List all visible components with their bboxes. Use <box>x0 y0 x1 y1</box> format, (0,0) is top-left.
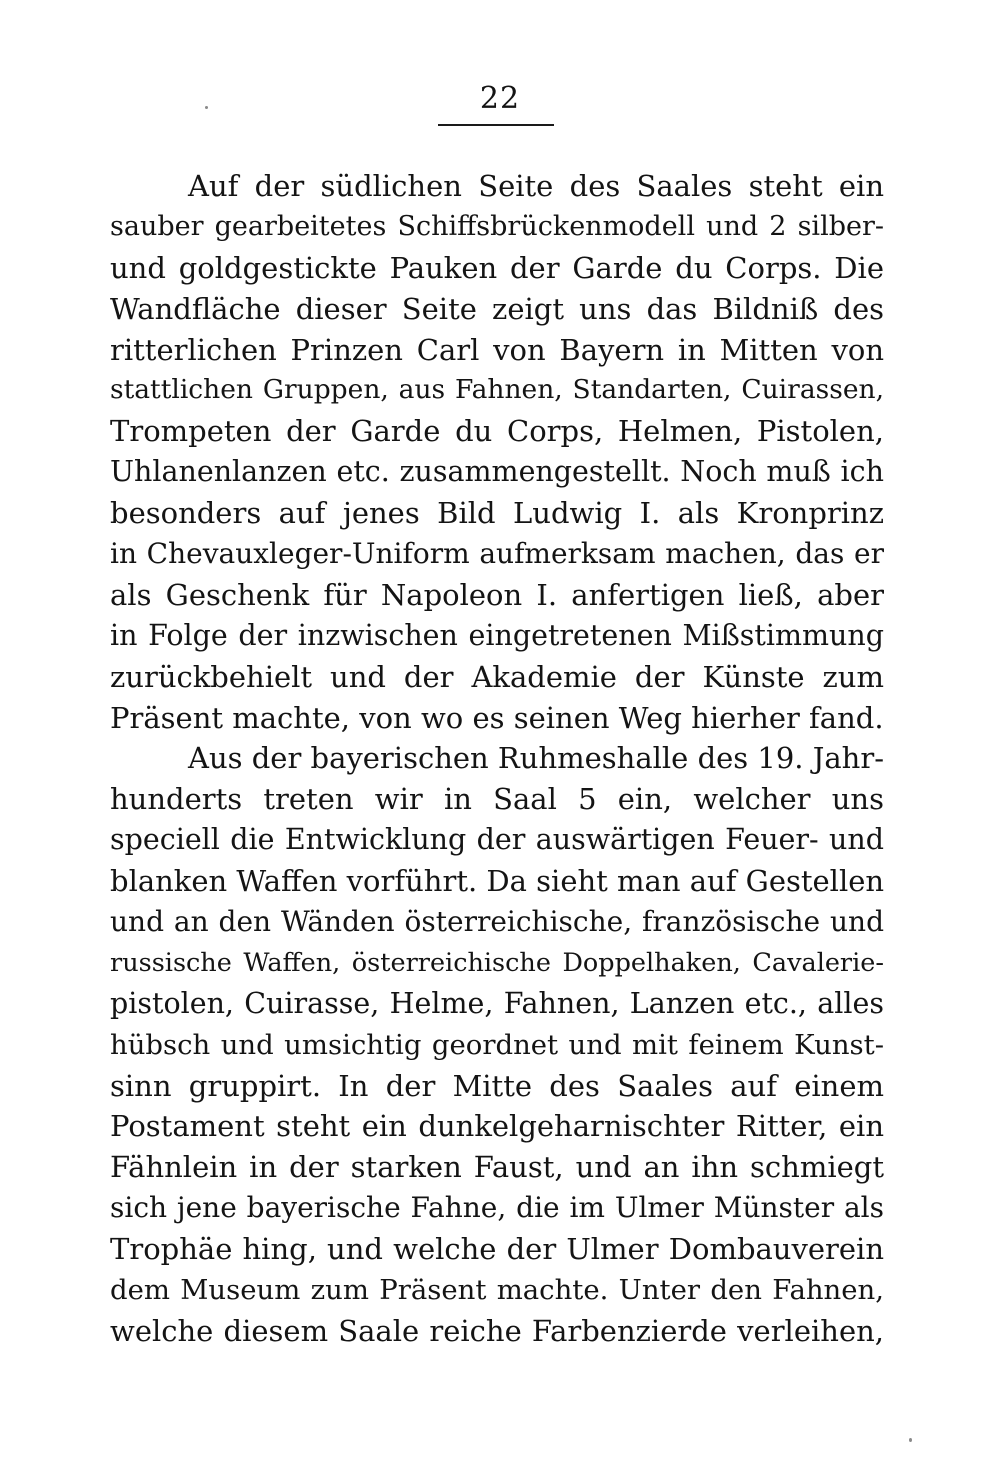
text-line: russische Waffen, österreichische Doppelhaken, Cavalerie- <box>110 947 884 978</box>
text-line: welche diesem Saale reiche Farbenzierde verleihen, <box>110 1313 884 1348</box>
header-rule <box>438 124 554 126</box>
text-line: Trophäe hing, und welche der Ulmer Dombauverein <box>110 1232 884 1267</box>
text-line: Auf der südlichen Seite des Saales steht ein <box>188 169 884 203</box>
text-line: Trompeten der Garde du Corps, Helmen, Pistolen, <box>110 414 884 449</box>
body-text <box>110 166 884 1352</box>
text-line: in Folge der inzwischen eingetretenen Mißstimmung <box>110 618 884 652</box>
text-line: Präsent machte, von wo es seinen Weg hierher fand. <box>110 700 884 735</box>
text-line: und goldgestickte Pauken der Garde du Corps. Die <box>110 250 884 285</box>
print-speck <box>909 1438 912 1442</box>
text-line: stattlichen Gruppen, aus Fahnen, Standarten, Cuirassen, <box>110 374 884 406</box>
text-line: sinn gruppirt. In der Mitte des Saales auf einem <box>110 1068 884 1103</box>
text-line: besonders auf jenes Bild Ludwig I. als Kronprinz <box>110 496 884 531</box>
text-line: pistolen, Cuirasse, Helme, Fahnen, Lanzen etc., alles <box>110 986 884 1020</box>
print-speck <box>205 106 208 109</box>
text-line: blanken Waffen vorführt. Da sieht man auf Gestellen <box>110 864 884 899</box>
text-line: hunderts treten wir in Saal 5 ein, welcher uns <box>110 782 884 817</box>
text-line: Aus der bayerischen Ruhmeshalle des 19. Jahr- <box>188 741 884 776</box>
text-line: sauber gearbeitetes Schiffsbrückenmodell und 2 silber- <box>110 210 884 242</box>
text-line: und an den Wänden österreichische, französische und <box>110 905 884 939</box>
text-line: ritterlichen Prinzen Carl von Bayern in Mitten von <box>110 332 884 367</box>
text-line: hübsch und umsichtig geordnet und mit feinem Kunst- <box>110 1028 884 1061</box>
text-line: Postament steht ein dunkelgeharnischter Ritter, ein <box>110 1109 884 1144</box>
text-line: in Chevauxleger-Uniform aufmerksam machen, das er <box>110 537 884 571</box>
text-line: speciell die Entwicklung der auswärtigen Feuer- und <box>110 823 884 857</box>
page-number: 22 <box>479 81 521 116</box>
text-line: Wandfläche dieser Seite zeigt uns das Bildniß des <box>110 291 884 326</box>
text-line: zurückbehielt und der Akademie der Künste zum <box>110 659 884 694</box>
text-line: dem Museum zum Präsent machte. Unter den Fahnen, <box>110 1274 884 1307</box>
text-line: Fähnlein in der starken Faust, und an ihn schmiegt <box>110 1150 884 1185</box>
text-line: als Geschenk für Napoleon I. anfertigen ließ, aber <box>110 577 884 612</box>
text-line: Uhlanenlanzen etc. zusammengestellt. Noch muß ich <box>110 455 884 489</box>
text-line: sich jene bayerische Fahne, die im Ulmer Münster als <box>110 1191 884 1225</box>
